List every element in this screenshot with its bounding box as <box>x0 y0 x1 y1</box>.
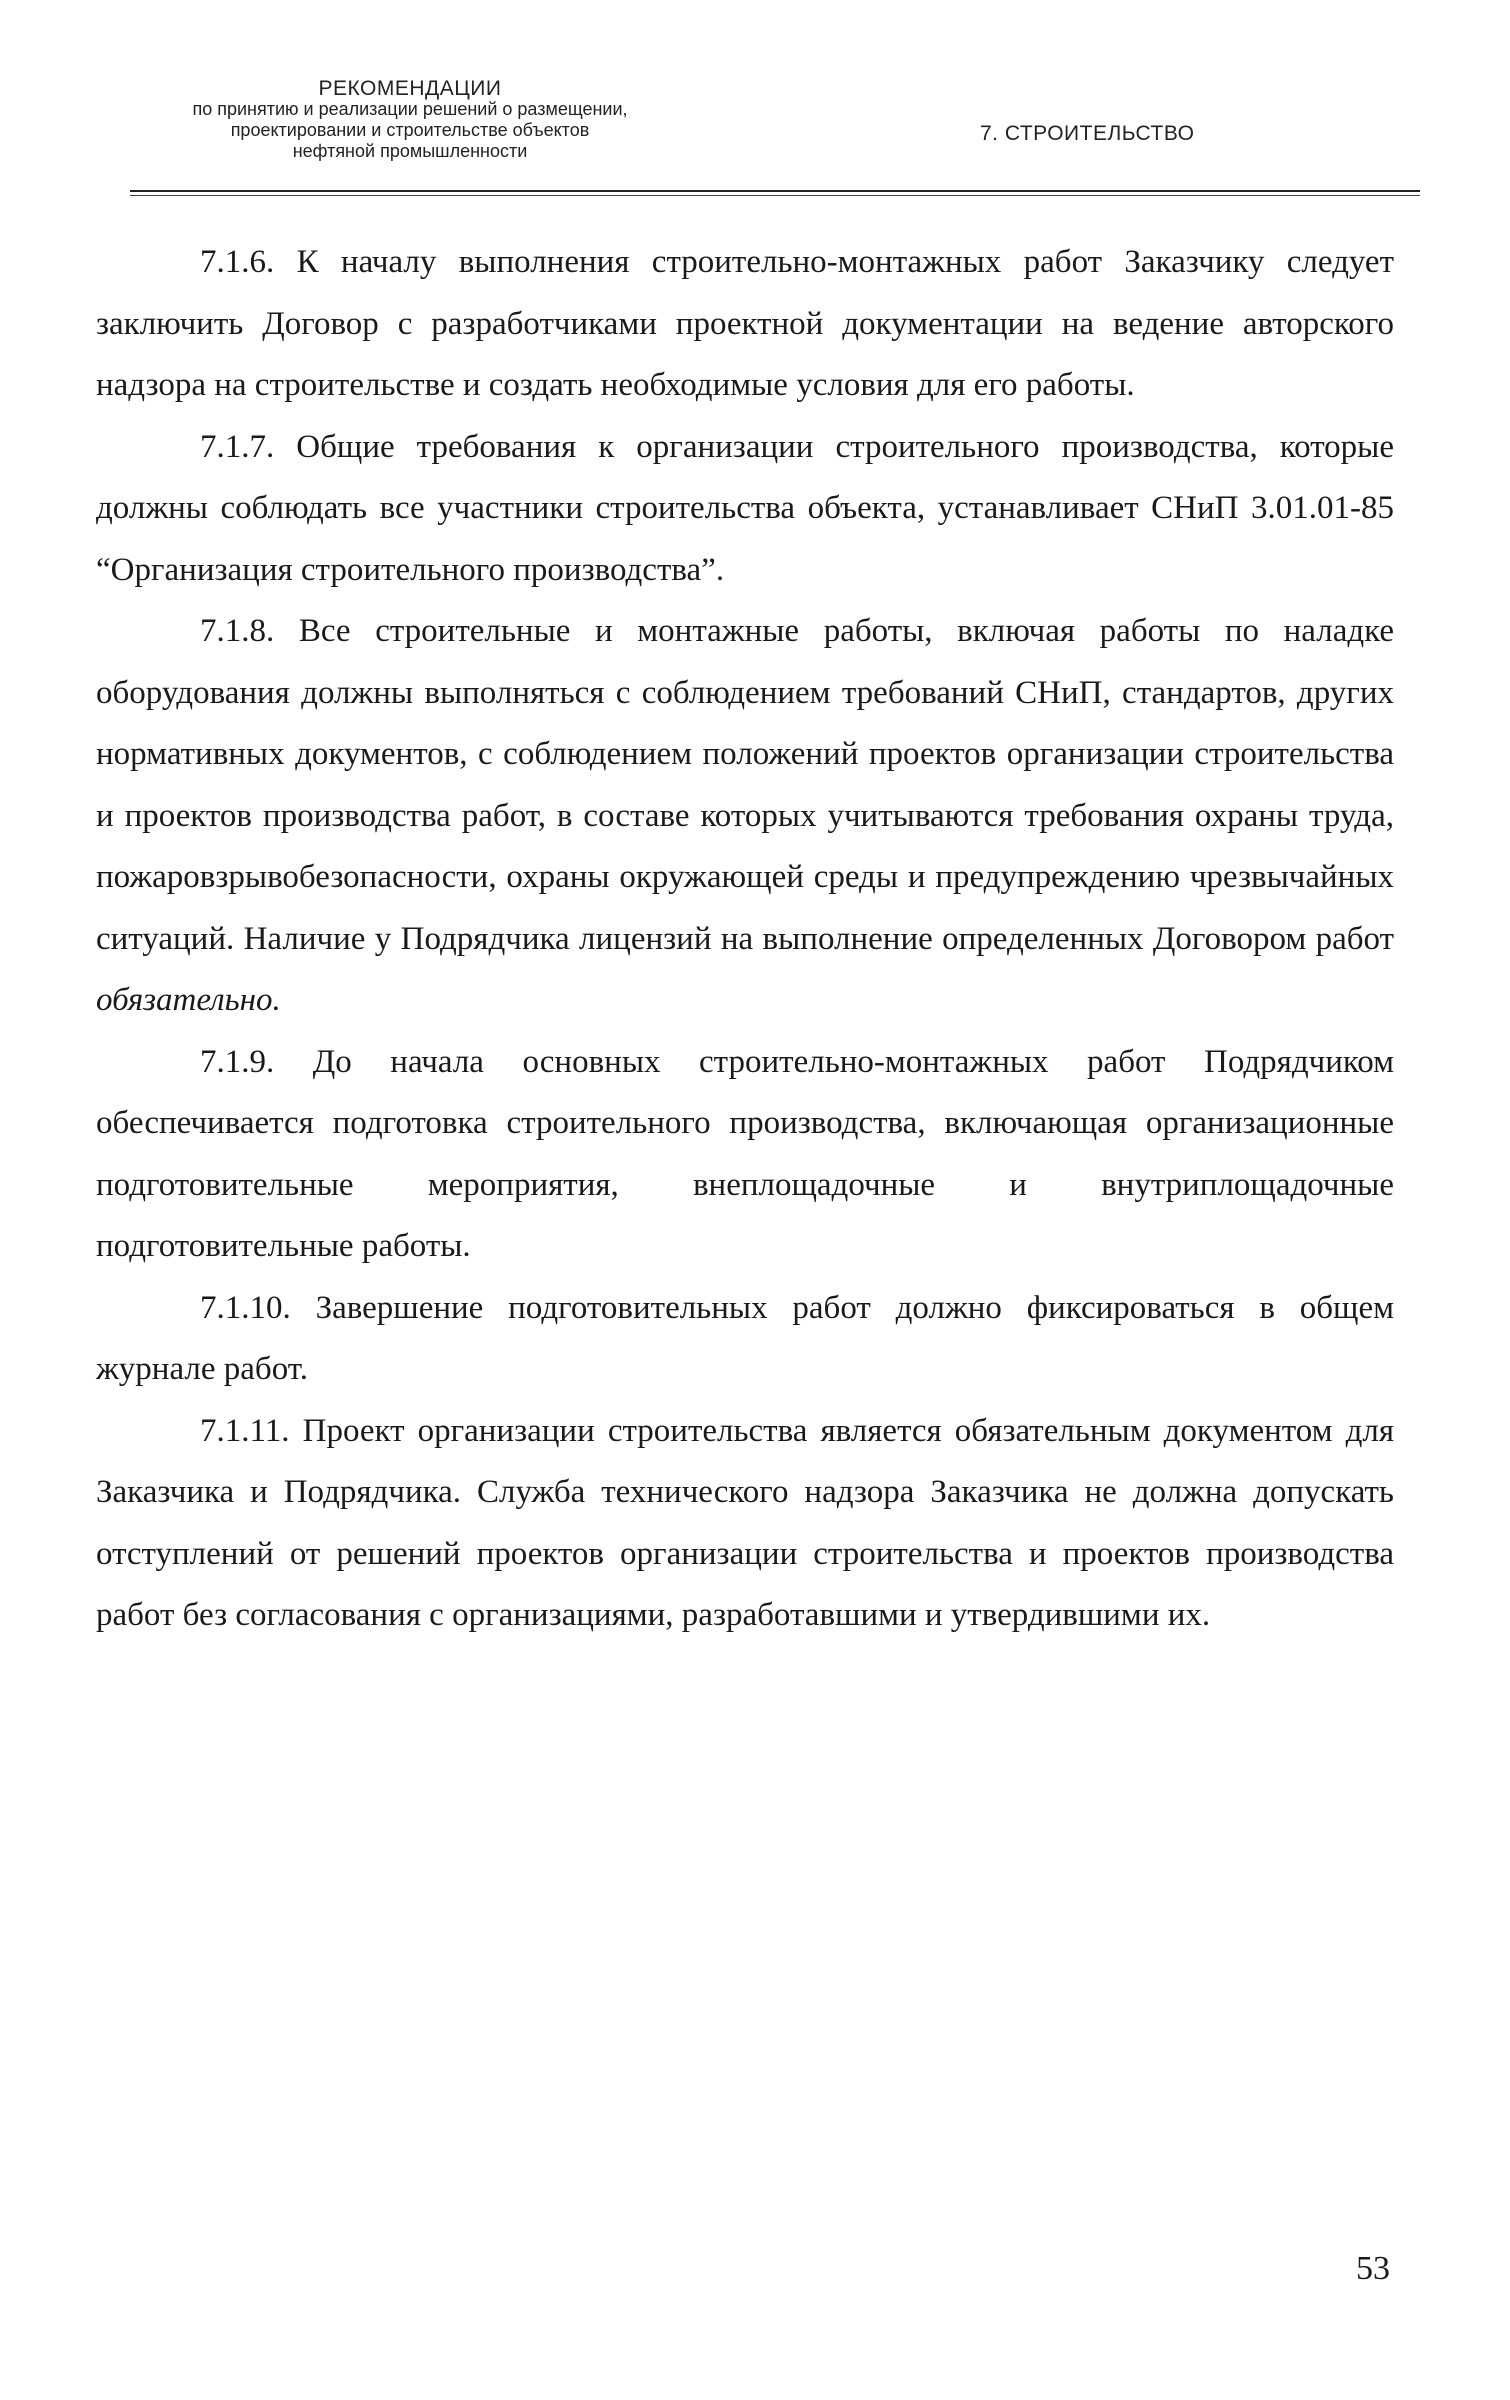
page-header <box>130 78 1420 198</box>
header-title: РЕКОМЕНДАЦИИ <box>318 77 502 100</box>
paragraph-7-1-7 <box>96 417 1394 602</box>
paragraph-7-1-10 <box>96 1278 1394 1401</box>
paragraph-7-1-6 <box>96 232 1394 417</box>
header-document-title <box>130 78 690 162</box>
paragraph-number: 7.1.10. <box>200 1289 291 1326</box>
paragraph-text: Проект организации строительства является обязательным документом для Заказчика и Подрядчика. Служба технического надзора Заказчика не должна допускать отступлений от решений проектов организации строительства и проектов производства работ без согласования с организациями, разработавшими и утвердившими их. <box>96 1412 1395 1633</box>
paragraph-7-1-11 <box>96 1401 1394 1647</box>
paragraph-number: 7.1.9. <box>200 1043 275 1080</box>
paragraph-number: 7.1.11. <box>200 1412 290 1449</box>
paragraph-text: До начала основных строительно-монтажных работ Подрядчиком обеспечивается подготовка строительного производства, включающая организационные подготовительные мероприятия, внеплощадочные и внутриплощадочные подготовительные работы. <box>96 1043 1395 1264</box>
paragraph-text: К началу выполнения строительно-монтажных работ Заказчику следует заключить Договор с разработчиками проектной документации на ведение авторского надзора на строительстве и создать необходимые условия для его работы. <box>96 244 1395 403</box>
paragraph-text: Общие требования к организации строительного производства, которые должны соблюдать все участники строительства объекта, устанавливает СНиП 3.01.01-85 “Организация строительного производства”. <box>96 428 1395 588</box>
paragraph-number: 7.1.8. <box>200 613 275 649</box>
header-subtitle-line: по принятию и реализации решений о размещении, <box>192 99 628 119</box>
header-subtitle-line: проектировании и строительстве объектов <box>230 120 590 140</box>
page-number: 53 <box>1356 2250 1390 2287</box>
header-divider <box>130 190 1420 192</box>
paragraph-number: 7.1.6. <box>200 244 275 280</box>
paragraph-text: Все строительные и монтажные работы, включая работы по наладке оборудования должны выполняться с соблюдением требований СНиП, стандартов, других нормативных документов, с соблюдением положений проектов организации строительства и проектов производства работ, в составе которых учитываются требования охраны труда, пожаровзрывобезопасности, охраны окружающей среды и предупреждению чрезвычайных ситуаций. Наличие у Подрядчика лицензий на выполнение определенных Договором работ <box>96 613 1395 957</box>
header-divider-thin <box>130 195 1420 196</box>
paragraph-text: Завершение подготовительных работ должно фиксироваться в общем журнале работ. <box>96 1289 1394 1387</box>
header-subtitle-line: нефтяной промышленности <box>292 141 528 161</box>
paragraph-emphasis: обязательно. <box>96 982 281 1018</box>
paragraph-7-1-9 <box>96 1032 1394 1278</box>
document-body <box>96 232 1394 1647</box>
paragraph-number: 7.1.7. <box>200 428 275 465</box>
paragraph-7-1-8 <box>96 601 1394 1032</box>
header-section-title: 7. СТРОИТЕЛЬСТВО <box>980 122 1195 145</box>
